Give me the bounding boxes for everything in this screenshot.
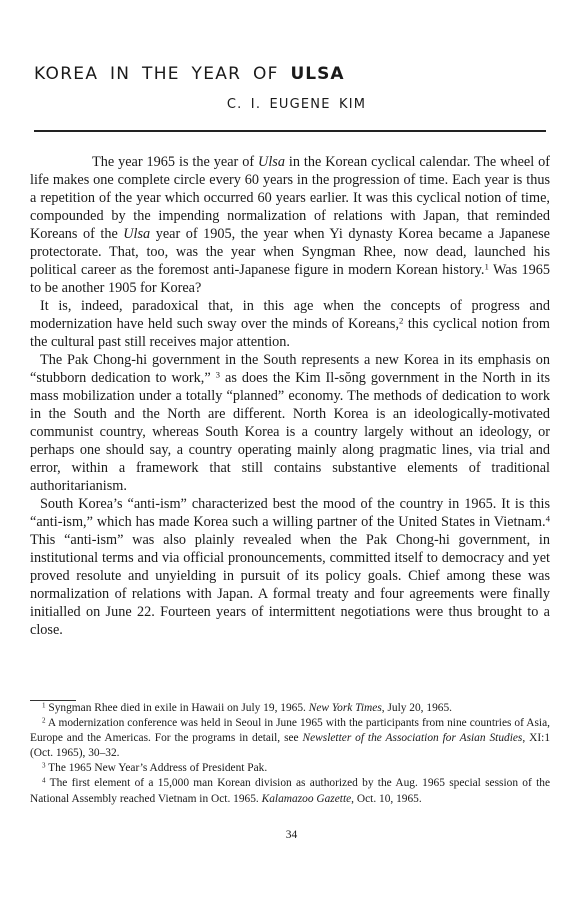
article-title [34,64,345,84]
author-byline: C. I. EUGENE KIM [226,97,367,112]
page-number: 34 [285,829,298,841]
footnote: $^4$ The first element of a 15,000 man Korean division as authorized by the Aug. 1965 special session of the National Assembly reached Vietnam in Oct. 1965. Kalamazoo Gazette, Oct. 10, 1965. [30,776,550,805]
footnote: $^1$ Syngman Rhee died in exile in Hawaii on July 19, 1965. New York Times, July 20, 1965. [42,701,453,714]
paragraph: The Pak Chong-hi government in the South represents a new Korea in its emphasis on “stubborn dedication to work,” $^3$ as does the Kim Il-sŏng government in the North in its mass mobilization under a totally “planned” economy. The methods of dedication to work in the South and the North are different. North Korea is an ideologically-motivated communist country, whereas South Korea is a country largely without an ideology, or perhaps one should say, a country operating mainly along pragmatic lines, via trial and error, within a framework that still contains substantive elements of traditional authoritarianism. [30,352,550,494]
paragraph: The year 1965 is the year of Ulsa in the Korean cyclical calendar. The wheel of life makes one complete circle every 60 years in the progression of time. Each year is thus a repetition of the year which occurred 60 years earlier. It was this cyclical notion of time, compounded by the impending normalization of relations with Japan, that reminded Koreans of the Ulsa year of 1905, the year when Yi dynasty Korea became a Japanese protectorate. That, too, was the year when Syngman Rhee, now dead, launched his political career as the foremost anti-Japanese figure in modern Korean history.$^1$ Was 1965 to be another 1905 for Korea? [30,154,551,296]
title-rule [34,130,546,132]
paragraph: It is, indeed, paradoxical that, in this age when the concepts of progress and modernization have held such sway over the minds of Koreans,$^2$ this cyclical notion from the cultural past still receives major attention. [30,298,550,350]
article-title-bold: ULSA [290,64,345,84]
footnotes [30,701,550,807]
footnote: $^3$ The 1965 New Year’s Address of President Pak. [42,761,268,775]
article-body [30,153,550,639]
paragraph: South Korea’s “anti-ism” characterized best the mood of the country in 1965. It is this “anti-ism,” which has made Korea such a willing partner of the United States in Vietnam.$^4$ This “anti-ism” was also plainly revealed when the Pak Chong-hi government, in institutional terms and via official pronouncements, committed itself to democracy and yet proved resolute and unyielding in pursuit of its policy goals. Chief among these was normalization of relations with Japan. A formal treaty and four agreements were finally initialled on June 22. Fourteen years of intermittent negotiations were thus brought to a close. [30,496,550,638]
footnote: $^2$ A modernization conference was held in Seoul in June 1965 with the participants from nine countries of Asia, Europe and the Americas. For the programs in detail, see Newsletter of the Association for Asian Studies, XI:1 (Oct. 1965), 30–32. [30,716,551,760]
article-title-text: KOREA IN THE YEAR OF [34,64,279,84]
